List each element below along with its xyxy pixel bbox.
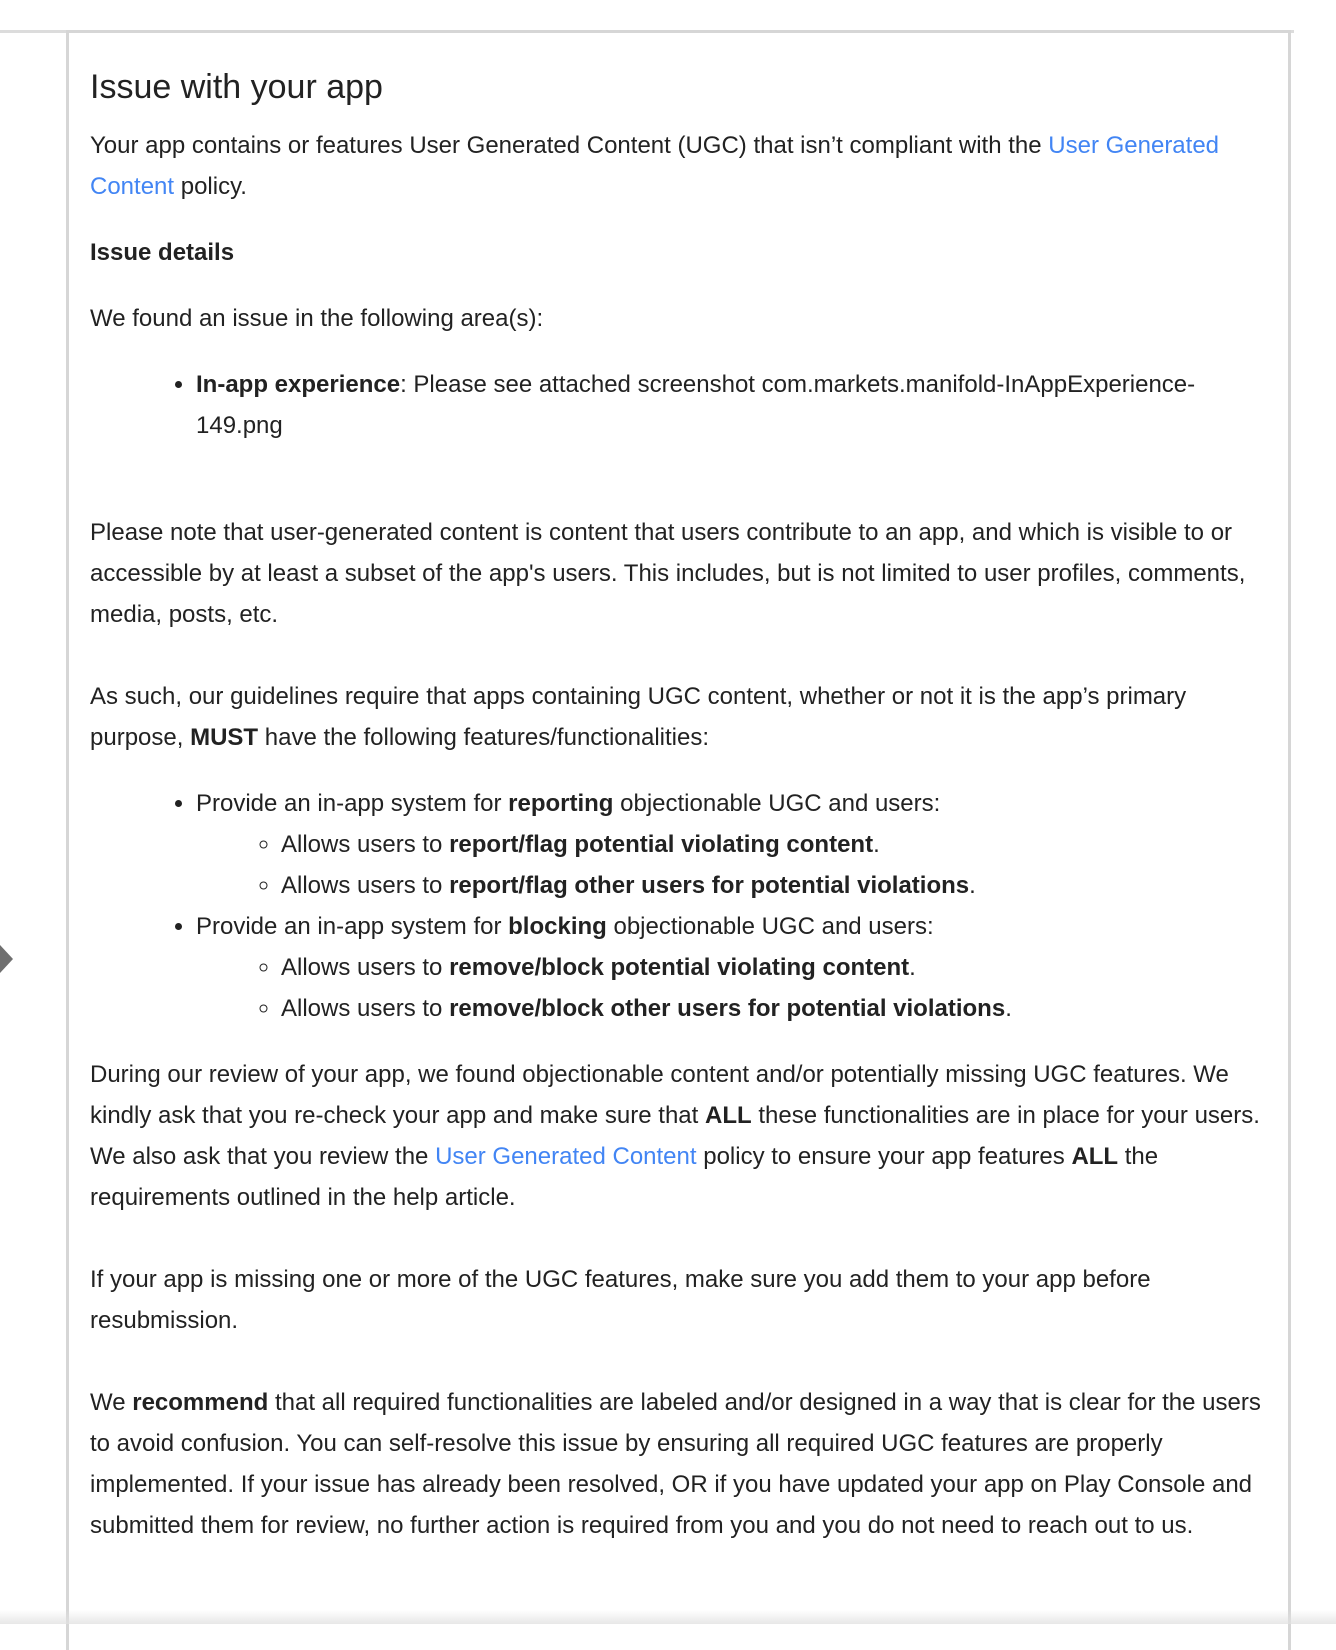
requirement-text: Provide an in-app system for xyxy=(196,790,509,817)
recommend-bold: recommend xyxy=(132,1389,269,1416)
subitem-text: Allows users to xyxy=(281,954,450,981)
requirement-text: Provide an in-app system for xyxy=(196,913,509,940)
review-paragraph xyxy=(90,1054,1270,1218)
page-title: Issue with your app xyxy=(90,68,383,106)
subitem-text: . xyxy=(873,831,880,858)
subitem-bold: report/flag other users for potential violations xyxy=(449,872,970,899)
list-item xyxy=(196,364,1270,446)
subitem-bold: remove/block potential violating content xyxy=(449,954,910,981)
requirement-text: objectionable UGC and users: xyxy=(606,913,934,940)
subitem-text: Allows users to xyxy=(281,831,450,858)
ugc-policy-link[interactable]: User Generated Content xyxy=(90,132,1220,200)
guidelines-text-after: have the following features/functionalities: xyxy=(258,724,710,751)
guidelines-paragraph xyxy=(90,676,1270,758)
issue-details-heading: Issue details xyxy=(90,239,235,266)
requirements-list xyxy=(90,783,1270,1029)
intro-text-before: Your app contains or features User Generated Content (UGC) that isn’t compliant with the xyxy=(90,132,1049,159)
area-label: In-app experience xyxy=(196,371,401,398)
recommend-text: We xyxy=(90,1389,133,1416)
issue-area-list xyxy=(90,364,1270,446)
subitem-text: Allows users to xyxy=(281,995,450,1022)
list-item xyxy=(281,865,1270,906)
list-item xyxy=(196,906,1270,1029)
expand-arrow-icon[interactable] xyxy=(0,945,13,973)
subitem-bold: remove/block other users for potential violations xyxy=(449,995,1006,1022)
ugc-policy-link-2[interactable]: User Generated Content xyxy=(435,1143,697,1170)
note-paragraph: Please note that user-generated content is content that users contribute to an app, and which is visible to or accessible by at least a subset of the app's users. This includes, but is not limited to user profiles, comments, media, posts, etc. xyxy=(90,519,1246,628)
review-bold: ALL xyxy=(1071,1143,1119,1170)
review-bold: ALL xyxy=(705,1102,752,1129)
review-text: policy to ensure your app features xyxy=(696,1143,1072,1170)
area-text: : Please see attached screenshot com.markets.manifold-InAppExperience-149.png xyxy=(196,371,1196,439)
found-issue-text: We found an issue in the following area(s): xyxy=(90,305,544,332)
requirement-bold: blocking xyxy=(508,913,607,940)
list-item xyxy=(281,947,1270,988)
issue-details-title xyxy=(90,232,1270,273)
recommend-text: that all required functionalities are labeled and/or designed in a way that is clear for the users to avoid confusion. You can self-resolve this issue by ensuring all required UGC features are properly implemented. If your issue has already been resolved, OR if you have updated your app on Play Console and submitted them for review, no further action is required from you and you do not need to reach out to us. xyxy=(90,1389,1261,1539)
issue-content xyxy=(90,63,1270,1546)
subitem-bold: report/flag potential violating content xyxy=(449,831,874,858)
recommend-paragraph xyxy=(90,1382,1270,1546)
requirement-bold: reporting xyxy=(508,790,614,817)
intro-paragraph xyxy=(90,125,1270,207)
subitem-text: . xyxy=(969,872,976,899)
list-item xyxy=(196,783,1270,906)
guidelines-bold: MUST xyxy=(190,724,259,751)
subitem-text: . xyxy=(909,954,916,981)
scroll-shadow xyxy=(0,1610,1336,1624)
list-item xyxy=(281,988,1270,1029)
review-text: these functionalities are in place for your users. We also ask that you review the xyxy=(90,1102,1260,1170)
list-item xyxy=(281,824,1270,865)
review-text: During our review of your app, we found objectionable content and/or potentially missing UGC features. We kindly ask that you re-check your app and make sure that xyxy=(90,1061,1229,1129)
review-text: the requirements outlined in the help article. xyxy=(90,1143,1159,1211)
intro-text-after: policy. xyxy=(174,173,247,200)
missing-features-paragraph: If your app is missing one or more of the UGC features, make sure you add them to your app before resubmission. xyxy=(90,1266,1151,1334)
subitem-text: Allows users to xyxy=(281,872,450,899)
subitem-text: . xyxy=(1005,995,1012,1022)
issue-card xyxy=(66,30,1291,1650)
requirement-text: objectionable UGC and users: xyxy=(613,790,941,817)
requirement-sublist xyxy=(196,824,1270,906)
guidelines-text-before: As such, our guidelines require that apps containing UGC content, whether or not it is the app’s primary purpose, xyxy=(90,683,1187,751)
requirement-sublist xyxy=(196,947,1270,1029)
